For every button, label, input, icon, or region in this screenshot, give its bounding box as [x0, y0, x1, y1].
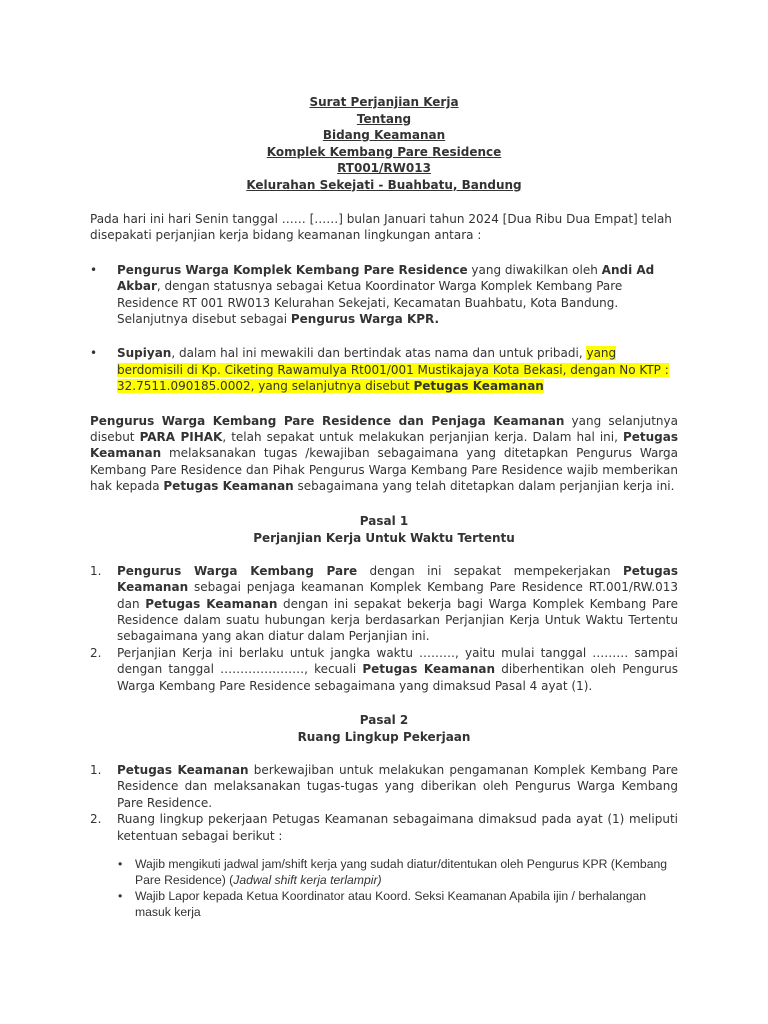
party1-rep: Andi Ad Akbar: [117, 262, 655, 294]
party1-text-a: yang diwakilkan oleh: [467, 262, 602, 277]
pasal1-heading: [90, 513, 678, 547]
list-number: 2.: [90, 812, 102, 827]
party-item-1: [90, 262, 678, 328]
party2-name: Supiyan: [117, 346, 172, 361]
p2i1-b1: Petugas Keamanan: [117, 762, 249, 777]
title-line-5: RT001/RW013: [337, 161, 431, 175]
pasal2-sub-item-1: [90, 856, 678, 888]
title-line-4: Komplek Kembang Pare Residence: [266, 144, 502, 159]
document-title-block: [90, 94, 678, 193]
summary-t4: sebagaimana yang telah ditetapkan dalam perjanjian kerja ini.: [293, 479, 675, 494]
p1i2-t1: Perjanjian Kerja ini berlaku untuk jangka waktu ………, yaitu mulai tanggal ……… sampai dengan tanggal …………………, kecuali: [117, 645, 678, 677]
pasal2-list: [90, 762, 678, 844]
list-number: 2.: [90, 645, 102, 660]
pasal2-item-1: [90, 762, 678, 811]
summary-b3: Petugas Keamanan: [90, 430, 679, 461]
pasal2-heading: [90, 712, 678, 746]
p1i1-b1: Pengurus Warga Kembang Pare: [117, 563, 358, 578]
parties-list: [90, 262, 678, 395]
summary-b2: PARA PIHAK: [139, 430, 223, 445]
pasal1-subtitle: Perjanjian Kerja Untuk Waktu Tertentu: [253, 530, 515, 545]
title-line-6: Kelurahan Sekejati - Buahbatu, Bandung: [246, 177, 522, 192]
party1-name: Pengurus Warga Komplek Kembang Pare Residence: [117, 262, 468, 277]
party1-text-b: , dengan statusnya sebagai Ketua Koordinator Warga Komplek Kembang Pare Residence RT 001 RW013 Kelurahan Sekejati, Kecamatan Buahbatu, Kota Bandung. Selanjutnya disebut sebagai: [117, 279, 623, 327]
title-line-2: Tentang: [356, 111, 412, 126]
p2s1-i1: Jadwal shift kerja terlampir): [233, 872, 382, 887]
summary-t1: yang selanjutnya disebut: [90, 413, 678, 445]
party-item-2: [90, 345, 678, 394]
p2i2-t1: Ruang lingkup pekerjaan Petugas Keamanan sebagaimana dimaksud pada ayat (1) meliputi ketentuan sebagai berikut :: [117, 812, 678, 843]
intro-paragraph: Pada hari ini hari Senin tanggal …… [……] bulan Januari tahun 2024 [Dua Ribu Dua Empat] telah disepakati perjanjian kerja bidang keamanan lingkungan antara :: [90, 212, 672, 243]
pasal2-title: Pasal 2: [359, 712, 409, 727]
pasal2-sub-list: [90, 856, 678, 920]
p1i1-t2: sebagai penjaga keamanan Komplek Kembang Pare Residence RT.001/RW.013 dan: [117, 580, 678, 611]
summary-t3: melaksanakan tugas /kewajiban sebagaimana yang ditetapkan Pengurus Warga Kembang Pare Residence dan Pihak Pengurus Warga Kembang Pare Residence wajib memberikan hak kepada: [90, 446, 678, 494]
summary-t2: , telah sepakat untuk melakukan perjanjian kerja. Dalam hal ini,: [222, 430, 623, 445]
party2-text-a: , dalam hal ini mewakili dan bertindak atas nama dan untuk pribadi,: [171, 346, 587, 361]
p1i2-b1: Petugas Keamanan: [362, 662, 496, 677]
p1i1-t3: dengan ini sepakat bekerja bagi Warga Komplek Kembang Pare Residence dalam suatu hubungan kerja berdasarkan Perjanjian Kerja Untuk Waktu Tertentu sebagaimana yang akan diatur dalam Perjanjian ini.: [117, 596, 678, 644]
title-line-1: Surat Perjanjian Kerja: [309, 95, 459, 109]
summary-paragraph: [90, 413, 678, 495]
document-page: [90, 94, 678, 920]
party2-highlight-text: yang berdomisili di Kp. Ciketing Rawamulya Rt001/001 Mustikajaya Kota Bekasi, dengan No KTP : 32.7511.090185.0002, yang selanjutnya disebut: [117, 346, 669, 394]
list-number: 1.: [90, 563, 102, 578]
pasal2-sub-item-2: [90, 888, 678, 920]
party2-alias: Petugas Keamanan: [413, 379, 544, 394]
pasal2-item-2: [90, 811, 678, 844]
pasal1-list: [90, 563, 678, 694]
summary-b4: Petugas Keamanan: [163, 479, 294, 494]
pasal1-item-1: [90, 563, 678, 645]
summary-b1: Pengurus Warga Kembang Pare Residence dan Penjaga Keamanan: [90, 413, 565, 428]
pasal1-item-2: [90, 645, 678, 694]
p1i1-b3: Petugas Keamanan: [145, 596, 278, 611]
party1-alias: Pengurus Warga KPR.: [290, 312, 440, 327]
p1i1-t1: dengan ini sepakat mempekerjakan: [357, 563, 623, 578]
title-line-3: Bidang Keamanan: [322, 128, 446, 142]
pasal1-title: Pasal 1: [359, 513, 409, 528]
p2i1-t1: berkewajiban untuk melakukan pengamanan Komplek Kembang Pare Residence dan melaksanakan tugas-tugas yang diberikan oleh Pengurus Warga Kembang Pare Residence.: [117, 762, 678, 810]
list-number: 1.: [90, 762, 102, 777]
p2s2-t1: Wajib Lapor kepada Ketua Koordinator atau Koord. Seksi Keamanan Apabila ijin / berhalangan masuk kerja: [135, 888, 647, 919]
p2s1-t1: Wajib mengikuti jadwal jam/shift kerja yang sudah diatur/ditentukan oleh Pengurus KPR (Kembang Pare Residence) (: [135, 856, 668, 887]
pasal2-subtitle: Ruang Lingkup Pekerjaan: [297, 729, 471, 744]
p1i1-b2: Petugas Keamanan: [117, 563, 679, 595]
p1i2-t2: diberhentikan oleh Pengurus Warga Kembang Pare Residence sebagaimana yang dimaksud Pasal 4 ayat (1).: [117, 662, 679, 693]
